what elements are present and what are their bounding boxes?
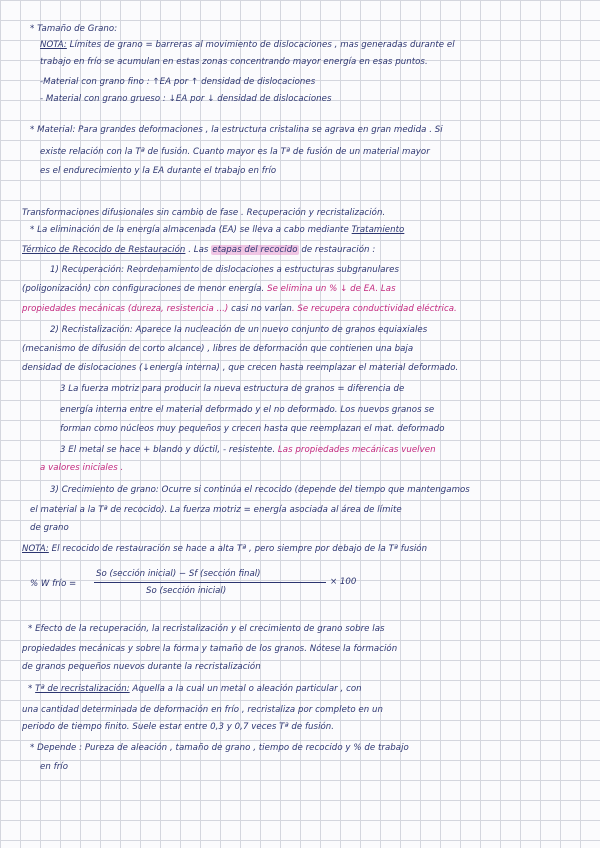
coarse-grain-line: - Material con grano grueso : ↓EA por ↓ densidad de dislocaciones [40,94,332,104]
intro-text: * La eliminación de la energía almacenada (EA) se lleva a cabo mediante [30,225,352,235]
restoration-note-line [22,543,427,555]
intro-line-2 [22,244,375,256]
driving-force-line-2: energía interna entre el material deformado y el no deformado. Los nuevos granos se [60,405,435,415]
formula-numerator: So (sección inicial) − Sf (sección final) [96,569,261,579]
effect-line-1: * Efecto de la recuperación, la recristalización y el crecimiento de grano sobre las [28,624,385,634]
driving-force-line-3: forman como núcleos muy pequeños y crecen hasta que reemplazan el mat. deformado [60,424,445,434]
recovery-pink-text: Se elimina un % ↓ de EA. Las [264,284,396,294]
mech-properties-pink: propiedades mecánicas (dureza, resistencia ...) [22,304,229,314]
nota2-text: El recocido de restauración se hace a alta Tª , pero siempre por debajo de la Tª fusión [48,544,428,554]
recryst-temp-line-1 [28,683,362,695]
grain-size-title: * Tamaño de Grano: [30,24,118,34]
fine-grain-line: -Material con grano fino : ↑EA por ↑ densidad de dislocaciones [40,77,316,87]
recryst-temp-line-3: periodo de tiempo finito. Suele estar entre 0,3 y 0,7 veces Tª de fusión. [22,722,335,732]
treatment-term: Tratamiento [351,225,405,235]
intro-text-3: de restauración : [298,245,376,255]
recovery-line-2 [22,283,396,295]
recrystallization-line-2: (mecanismo de difusión de corto alcance) , libres de deformación que contienen una baja [22,344,414,354]
recovery-text: (poligonización) con configuraciones de menor energía. [22,284,265,294]
material-line-3: es el endurecimiento y la EA durante el trabajo en frío [40,166,277,176]
initial-values-line: a valores iniciales . [40,463,124,473]
depends-line-1: * Depende : Pureza de aleación , tamaño de grano , tiempo de recocido y % de trabajo [30,743,409,753]
intro-text-2: . Las [185,245,212,255]
material-line-1: * Material: Para grandes deformaciones , la estructura cristalina se agrava en gran medida . Si [30,125,443,135]
almost-unchanged: casi no varían [228,304,292,314]
recovery-line-3 [22,303,457,315]
formula-lhs: % W frío = [30,579,77,589]
driving-force-line-1: 3 La fuerza motriz para producir la nueva estructura de granos = diferencia de [60,384,405,394]
grain-growth-line-1: 3) Crecimiento de grano: Ocurre si continúa el recocido (depende del tiempo que mantengamos [50,485,470,495]
grain-growth-line-2: el material a la Tª de recocido). La fuerza motriz = energía asociada al área de límite [30,505,402,515]
grain-growth-line-3: de grano [30,523,69,533]
grain-size-note-line-1 [40,39,455,51]
annealing-term: Térmico de Recocido de Restauración [22,245,186,255]
bullet: * [28,684,36,694]
recryst-temp-text: Aquella a la cual un metal o aleación particular , con [129,684,362,694]
softer-metal-line [60,444,436,456]
formula-times-100: × 100 [330,577,357,587]
nota2-label: NOTA: [22,544,49,554]
recovery-line-1: 1) Recuperación: Reordenamiento de dislocaciones a estructuras subgranulares [50,265,400,275]
nota-text: Límites de grano = barreras al movimiento de dislocaciones , mas generadas durante el [66,40,455,50]
nota-label: NOTA: [40,40,67,50]
transformations-heading: Transformaciones difusionales sin cambio de fase . Recuperación y recristalización. [22,208,386,218]
effect-line-2: propiedades mecánicas y sobre la forma y tamaño de los granos. Nótese la formación [22,644,398,654]
material-line-2: existe relación con la Tª de fusión. Cuanto mayor es la Tª de fusión de un material mayor [40,147,430,157]
formula-denominator: So (sección inicial) [146,586,227,596]
effect-line-3: de granos pequeños nuevos durante la recristalización [22,662,261,672]
recrystallization-line-1: 2) Recristalización: Aparece la nucleación de un nuevo conjunto de granos equiaxiales [50,325,428,335]
recrystallization-line-3: densidad de dislocaciones (↓energía interna) , que crecen hasta reemplazar el material deformado. [22,363,459,373]
grain-size-note-line-2: trabajo en frío se acumulan en estas zonas concentrando mayor energía en esas puntos. [40,57,428,67]
annealing-stages-highlight: etapas del recocido [212,245,298,255]
fraction-bar [94,582,326,583]
properties-return-pink: Las propiedades mecánicas vuelven [277,445,436,455]
recryst-temp-line-2: una cantidad determinada de deformación en frío , recristaliza por completo en un [22,705,384,715]
depends-line-2: en frío [40,762,69,772]
intro-line-1 [30,224,404,236]
softer-metal-text: 3 El metal se hace + blando y dúctil, - resistente. [60,445,278,455]
conductivity-pink: . Se recupera conductividad eléctrica. [291,304,457,314]
recryst-temp-term: Tª de recristalización: [35,684,130,694]
